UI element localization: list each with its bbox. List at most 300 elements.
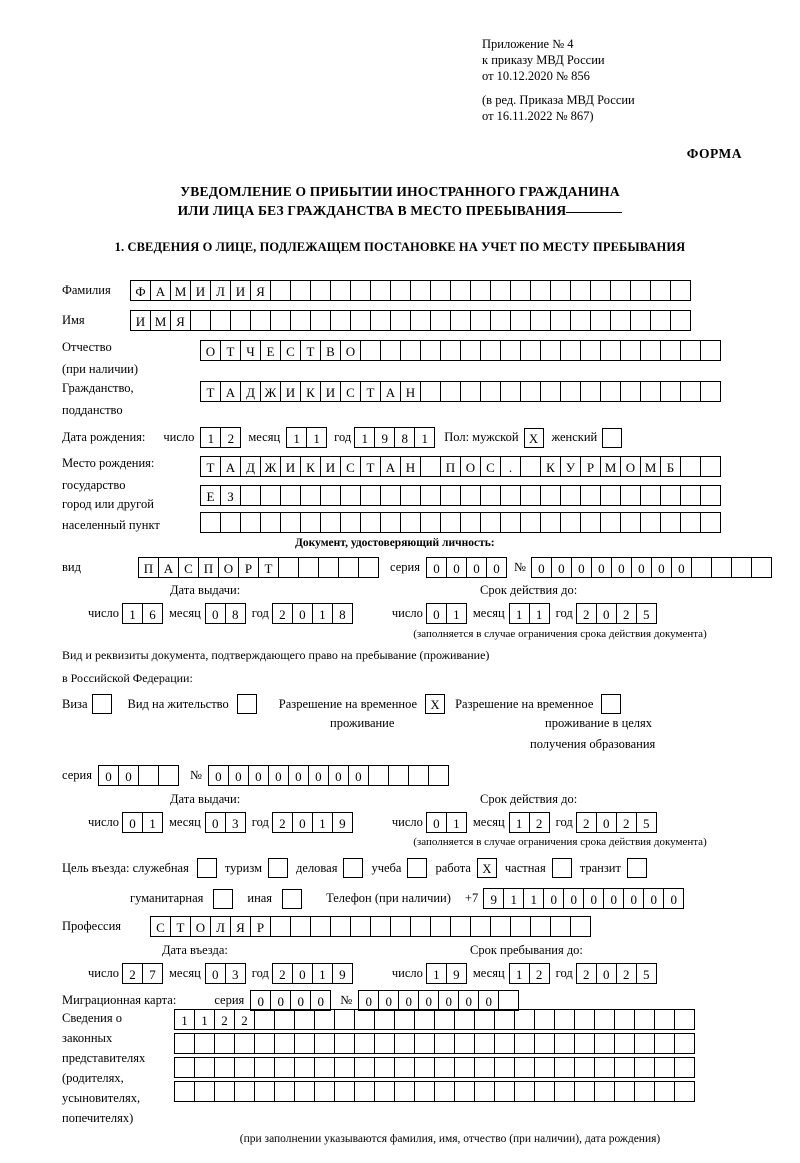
form-cell[interactable] [430, 280, 451, 301]
issue-day-input[interactable] [122, 603, 162, 624]
form-cell[interactable]: 1 [200, 427, 221, 448]
form-cell[interactable] [300, 485, 321, 506]
form-cell[interactable] [634, 1033, 655, 1054]
form-cell[interactable] [550, 310, 571, 331]
form-cell[interactable] [408, 765, 429, 786]
form-cell[interactable] [318, 557, 339, 578]
form-cell[interactable] [234, 1033, 255, 1054]
form-cell[interactable]: 0 [205, 812, 226, 833]
issue-month-input[interactable] [205, 603, 245, 624]
form-cell[interactable] [510, 916, 531, 937]
form-cell[interactable] [270, 280, 291, 301]
form-cell[interactable]: С [340, 456, 361, 477]
form-cell[interactable] [360, 485, 381, 506]
form-cell[interactable] [210, 310, 231, 331]
form-cell[interactable]: 0 [543, 888, 564, 909]
form-cell[interactable] [514, 1033, 535, 1054]
form-cell[interactable] [420, 456, 441, 477]
form-cell[interactable] [540, 381, 561, 402]
form-cell[interactable]: Е [200, 485, 221, 506]
form-cell[interactable] [374, 1009, 395, 1030]
form-cell[interactable] [298, 557, 319, 578]
form-cell[interactable] [354, 1081, 375, 1102]
form-cell[interactable] [414, 1081, 435, 1102]
form-cell[interactable] [610, 310, 631, 331]
form-cell[interactable]: 0 [268, 765, 289, 786]
form-cell[interactable] [334, 1009, 355, 1030]
form-cell[interactable] [580, 512, 601, 533]
form-cell[interactable] [394, 1033, 415, 1054]
form-cell[interactable] [654, 1009, 675, 1030]
form-cell[interactable] [410, 916, 431, 937]
form-cell[interactable] [428, 765, 449, 786]
form-cell[interactable] [540, 512, 561, 533]
form-cell[interactable] [550, 916, 571, 937]
form-cell[interactable] [530, 916, 551, 937]
form-cell[interactable]: 0 [328, 765, 349, 786]
stay-number-input[interactable] [208, 765, 448, 786]
form-cell[interactable] [640, 340, 661, 361]
stayuntil-day-input[interactable] [426, 963, 466, 984]
visa-checkbox[interactable] [92, 694, 112, 714]
form-cell[interactable] [670, 280, 691, 301]
form-cell[interactable]: 3 [225, 812, 246, 833]
form-cell[interactable]: 1 [529, 603, 550, 624]
form-cell[interactable]: 0 [426, 603, 447, 624]
form-cell[interactable]: 9 [332, 812, 353, 833]
form-cell[interactable] [254, 1033, 275, 1054]
form-cell[interactable]: Я [250, 280, 271, 301]
birthplace-state-input[interactable] [200, 456, 720, 477]
form-cell[interactable] [314, 1009, 335, 1030]
form-cell[interactable]: 0 [591, 557, 612, 578]
form-cell[interactable] [420, 340, 441, 361]
form-cell[interactable] [354, 1033, 375, 1054]
form-cell[interactable] [594, 1057, 615, 1078]
issue-year-input[interactable] [272, 603, 352, 624]
form-cell[interactable] [330, 310, 351, 331]
form-cell[interactable] [234, 1081, 255, 1102]
form-cell[interactable] [294, 1081, 315, 1102]
form-cell[interactable] [470, 280, 491, 301]
form-cell[interactable]: А [380, 456, 401, 477]
form-cell[interactable] [390, 916, 411, 937]
form-cell[interactable] [194, 1033, 215, 1054]
form-cell[interactable]: 5 [636, 963, 657, 984]
form-cell[interactable] [520, 381, 541, 402]
form-cell[interactable] [240, 485, 261, 506]
form-cell[interactable] [520, 456, 541, 477]
form-cell[interactable] [370, 280, 391, 301]
form-cell[interactable]: 1 [446, 812, 467, 833]
form-cell[interactable]: Т [170, 916, 191, 937]
form-cell[interactable] [680, 381, 701, 402]
form-cell[interactable] [330, 916, 351, 937]
form-cell[interactable]: 0 [643, 888, 664, 909]
form-cell[interactable]: 0 [292, 812, 313, 833]
form-cell[interactable] [500, 381, 521, 402]
stay-valid-year-input[interactable] [576, 812, 656, 833]
form-cell[interactable] [374, 1033, 395, 1054]
form-cell[interactable] [290, 280, 311, 301]
form-cell[interactable] [340, 512, 361, 533]
form-cell[interactable]: А [380, 381, 401, 402]
form-cell[interactable]: 1 [286, 427, 307, 448]
form-cell[interactable]: 9 [332, 963, 353, 984]
form-cell[interactable] [520, 512, 541, 533]
form-cell[interactable] [674, 1057, 695, 1078]
form-cell[interactable] [480, 381, 501, 402]
form-cell[interactable]: 0 [571, 557, 592, 578]
form-cell[interactable] [454, 1081, 475, 1102]
form-cell[interactable] [250, 310, 271, 331]
form-cell[interactable] [460, 381, 481, 402]
form-cell[interactable] [711, 557, 732, 578]
form-cell[interactable] [700, 485, 721, 506]
form-cell[interactable]: 0 [310, 990, 331, 1011]
form-cell[interactable]: Е [260, 340, 281, 361]
form-cell[interactable]: В [320, 340, 341, 361]
form-cell[interactable] [390, 310, 411, 331]
form-cell[interactable]: 2 [616, 963, 637, 984]
form-cell[interactable] [530, 310, 551, 331]
form-cell[interactable]: О [218, 557, 239, 578]
form-cell[interactable] [480, 512, 501, 533]
form-cell[interactable] [540, 340, 561, 361]
form-cell[interactable]: Т [300, 340, 321, 361]
form-cell[interactable]: 5 [636, 812, 657, 833]
legal-rep-input-row[interactable] [174, 1033, 694, 1054]
doc-series-input[interactable] [426, 557, 506, 578]
surname-input[interactable] [130, 280, 690, 301]
form-cell[interactable] [530, 280, 551, 301]
form-cell[interactable]: Р [580, 456, 601, 477]
form-cell[interactable] [510, 310, 531, 331]
form-cell[interactable] [660, 512, 681, 533]
form-cell[interactable] [494, 1033, 515, 1054]
form-cell[interactable] [594, 1009, 615, 1030]
valid-month-input[interactable] [509, 603, 549, 624]
form-cell[interactable] [540, 485, 561, 506]
edu-residence-checkbox[interactable] [601, 694, 621, 714]
form-cell[interactable]: П [440, 456, 461, 477]
form-cell[interactable]: П [138, 557, 159, 578]
form-cell[interactable] [434, 1033, 455, 1054]
form-cell[interactable]: Л [210, 916, 231, 937]
form-cell[interactable] [360, 512, 381, 533]
form-cell[interactable]: 0 [446, 557, 467, 578]
form-cell[interactable] [634, 1009, 655, 1030]
form-cell[interactable]: О [200, 340, 221, 361]
form-cell[interactable]: О [460, 456, 481, 477]
sex-female-checkbox[interactable] [602, 428, 622, 448]
form-cell[interactable] [278, 557, 299, 578]
form-cell[interactable] [460, 340, 481, 361]
form-cell[interactable] [334, 1033, 355, 1054]
form-cell[interactable] [234, 1057, 255, 1078]
form-cell[interactable] [350, 280, 371, 301]
form-cell[interactable]: И [190, 280, 211, 301]
form-cell[interactable] [554, 1081, 575, 1102]
doc-number-input[interactable] [531, 557, 771, 578]
form-cell[interactable] [294, 1009, 315, 1030]
form-cell[interactable]: Т [360, 381, 381, 402]
form-cell[interactable]: 0 [248, 765, 269, 786]
form-cell[interactable] [460, 485, 481, 506]
form-cell[interactable]: 0 [438, 990, 459, 1011]
form-cell[interactable]: Д [240, 456, 261, 477]
form-cell[interactable]: 9 [374, 427, 395, 448]
form-cell[interactable] [440, 340, 461, 361]
form-cell[interactable]: Т [220, 340, 241, 361]
form-cell[interactable] [498, 990, 519, 1011]
form-cell[interactable] [600, 485, 621, 506]
form-cell[interactable] [414, 1033, 435, 1054]
form-cell[interactable] [554, 1009, 575, 1030]
form-cell[interactable]: Я [170, 310, 191, 331]
form-cell[interactable]: 0 [596, 603, 617, 624]
form-cell[interactable]: А [220, 381, 241, 402]
sex-male-checkbox[interactable]: Х [524, 428, 544, 448]
form-cell[interactable] [400, 340, 421, 361]
form-cell[interactable] [230, 310, 251, 331]
form-cell[interactable]: С [178, 557, 199, 578]
form-cell[interactable]: 1 [174, 1009, 195, 1030]
form-cell[interactable]: 0 [623, 888, 644, 909]
stayuntil-month-input[interactable] [509, 963, 549, 984]
residence-permit-checkbox[interactable] [237, 694, 257, 714]
form-cell[interactable] [430, 916, 451, 937]
form-cell[interactable] [731, 557, 752, 578]
form-cell[interactable] [420, 485, 441, 506]
form-cell[interactable]: Б [660, 456, 681, 477]
form-cell[interactable]: 0 [292, 603, 313, 624]
form-cell[interactable] [274, 1033, 295, 1054]
form-cell[interactable] [620, 340, 641, 361]
form-cell[interactable] [490, 280, 511, 301]
form-cell[interactable] [614, 1033, 635, 1054]
valid-year-input[interactable] [576, 603, 656, 624]
form-cell[interactable]: И [320, 456, 341, 477]
form-cell[interactable] [370, 916, 391, 937]
form-cell[interactable]: М [640, 456, 661, 477]
form-cell[interactable] [440, 512, 461, 533]
birth-month-input[interactable] [286, 427, 326, 448]
form-cell[interactable] [640, 485, 661, 506]
form-cell[interactable] [614, 1057, 635, 1078]
form-cell[interactable]: 0 [603, 888, 624, 909]
form-cell[interactable]: 0 [358, 990, 379, 1011]
form-cell[interactable]: Ч [240, 340, 261, 361]
form-cell[interactable] [294, 1033, 315, 1054]
form-cell[interactable]: 0 [531, 557, 552, 578]
form-cell[interactable] [358, 557, 379, 578]
form-cell[interactable] [310, 280, 331, 301]
form-cell[interactable] [560, 512, 581, 533]
form-cell[interactable] [640, 381, 661, 402]
form-cell[interactable] [254, 1081, 275, 1102]
form-cell[interactable] [354, 1009, 375, 1030]
form-cell[interactable]: 8 [394, 427, 415, 448]
form-cell[interactable]: 0 [651, 557, 672, 578]
form-cell[interactable] [700, 340, 721, 361]
form-cell[interactable] [350, 916, 371, 937]
form-cell[interactable]: 1 [354, 427, 375, 448]
form-cell[interactable] [560, 340, 581, 361]
form-cell[interactable] [340, 485, 361, 506]
form-cell[interactable]: 0 [426, 812, 447, 833]
form-cell[interactable]: 0 [348, 765, 369, 786]
form-cell[interactable] [590, 310, 611, 331]
form-cell[interactable] [574, 1009, 595, 1030]
entry-day-input[interactable] [122, 963, 162, 984]
form-cell[interactable] [434, 1009, 455, 1030]
form-cell[interactable] [420, 512, 441, 533]
form-cell[interactable] [534, 1081, 555, 1102]
purpose-checkbox-4[interactable]: Х [477, 858, 497, 878]
form-cell[interactable]: 0 [228, 765, 249, 786]
form-cell[interactable]: 8 [225, 603, 246, 624]
form-cell[interactable] [420, 381, 441, 402]
form-cell[interactable]: 0 [551, 557, 572, 578]
form-cell[interactable] [600, 340, 621, 361]
form-cell[interactable]: 2 [529, 963, 550, 984]
form-cell[interactable] [290, 310, 311, 331]
form-cell[interactable]: 3 [225, 963, 246, 984]
form-cell[interactable]: 2 [214, 1009, 235, 1030]
form-cell[interactable] [374, 1081, 395, 1102]
form-cell[interactable]: 0 [398, 990, 419, 1011]
form-cell[interactable]: Р [250, 916, 271, 937]
form-cell[interactable] [310, 916, 331, 937]
form-cell[interactable] [620, 512, 641, 533]
form-cell[interactable]: 6 [142, 603, 163, 624]
form-cell[interactable] [274, 1009, 295, 1030]
form-cell[interactable] [674, 1009, 695, 1030]
birth-day-input[interactable] [200, 427, 240, 448]
form-cell[interactable]: 0 [308, 765, 329, 786]
form-cell[interactable] [600, 381, 621, 402]
form-cell[interactable]: И [130, 310, 151, 331]
form-cell[interactable] [220, 512, 241, 533]
purpose-checkbox-2[interactable] [343, 858, 363, 878]
form-cell[interactable]: 2 [234, 1009, 255, 1030]
form-cell[interactable] [194, 1057, 215, 1078]
form-cell[interactable]: 0 [426, 557, 447, 578]
form-cell[interactable]: Ф [130, 280, 151, 301]
form-cell[interactable]: 1 [312, 603, 333, 624]
form-cell[interactable]: Ж [260, 381, 281, 402]
form-cell[interactable] [368, 765, 389, 786]
form-cell[interactable] [520, 485, 541, 506]
legal-rep-input-row[interactable] [174, 1057, 694, 1078]
form-cell[interactable] [374, 1057, 395, 1078]
form-cell[interactable] [274, 1081, 295, 1102]
form-cell[interactable]: 0 [98, 765, 119, 786]
birthplace-city-input[interactable] [200, 485, 720, 506]
form-cell[interactable]: 1 [509, 963, 530, 984]
form-cell[interactable] [514, 1081, 535, 1102]
migration-series-input[interactable] [250, 990, 330, 1011]
stay-valid-day-input[interactable] [426, 812, 466, 833]
form-cell[interactable]: 0 [611, 557, 632, 578]
form-cell[interactable]: О [620, 456, 641, 477]
form-cell[interactable] [520, 340, 541, 361]
form-cell[interactable] [394, 1081, 415, 1102]
form-cell[interactable] [580, 485, 601, 506]
form-cell[interactable] [620, 485, 641, 506]
form-cell[interactable] [214, 1057, 235, 1078]
form-cell[interactable] [494, 1081, 515, 1102]
form-cell[interactable] [494, 1057, 515, 1078]
form-cell[interactable]: Д [240, 381, 261, 402]
form-cell[interactable] [440, 485, 461, 506]
form-cell[interactable]: 1 [414, 427, 435, 448]
form-cell[interactable] [314, 1057, 335, 1078]
form-cell[interactable] [680, 456, 701, 477]
form-cell[interactable]: 8 [332, 603, 353, 624]
form-cell[interactable]: 1 [142, 812, 163, 833]
form-cell[interactable] [514, 1057, 535, 1078]
form-cell[interactable] [630, 280, 651, 301]
temp-residence-checkbox[interactable]: Х [425, 694, 445, 714]
purpose2-checkbox-0[interactable] [213, 889, 233, 909]
birth-year-input[interactable] [354, 427, 434, 448]
form-cell[interactable]: 9 [483, 888, 504, 909]
form-cell[interactable]: О [190, 916, 211, 937]
form-cell[interactable] [338, 557, 359, 578]
form-cell[interactable]: Л [210, 280, 231, 301]
valid-day-input[interactable] [426, 603, 466, 624]
form-cell[interactable] [534, 1009, 555, 1030]
form-cell[interactable] [570, 916, 591, 937]
legal-rep-input-row[interactable] [174, 1081, 694, 1102]
form-cell[interactable] [450, 310, 471, 331]
form-cell[interactable] [260, 512, 281, 533]
form-cell[interactable] [630, 310, 651, 331]
form-cell[interactable] [650, 310, 671, 331]
form-cell[interactable]: С [480, 456, 501, 477]
form-cell[interactable] [654, 1033, 675, 1054]
form-cell[interactable]: 5 [636, 603, 657, 624]
migration-number-input[interactable] [358, 990, 518, 1011]
form-cell[interactable]: Т [258, 557, 279, 578]
phone-input[interactable] [483, 888, 683, 909]
form-cell[interactable]: 2 [616, 603, 637, 624]
form-cell[interactable]: 0 [563, 888, 584, 909]
form-cell[interactable]: К [540, 456, 561, 477]
form-cell[interactable] [534, 1057, 555, 1078]
purpose-checkbox-6[interactable] [627, 858, 647, 878]
form-cell[interactable] [614, 1009, 635, 1030]
form-cell[interactable] [410, 280, 431, 301]
form-cell[interactable]: З [220, 485, 241, 506]
birthplace-locality-input[interactable] [200, 512, 720, 533]
form-cell[interactable] [314, 1081, 335, 1102]
form-cell[interactable] [400, 512, 421, 533]
doc-kind-input[interactable] [138, 557, 378, 578]
form-cell[interactable]: 1 [312, 963, 333, 984]
form-cell[interactable]: К [300, 381, 321, 402]
form-cell[interactable]: 0 [122, 812, 143, 833]
form-cell[interactable] [390, 280, 411, 301]
form-cell[interactable] [270, 310, 291, 331]
name-input[interactable] [130, 310, 690, 331]
form-cell[interactable] [554, 1033, 575, 1054]
form-cell[interactable]: 0 [118, 765, 139, 786]
citizenship-input[interactable] [200, 381, 720, 402]
form-cell[interactable]: 0 [250, 990, 271, 1011]
